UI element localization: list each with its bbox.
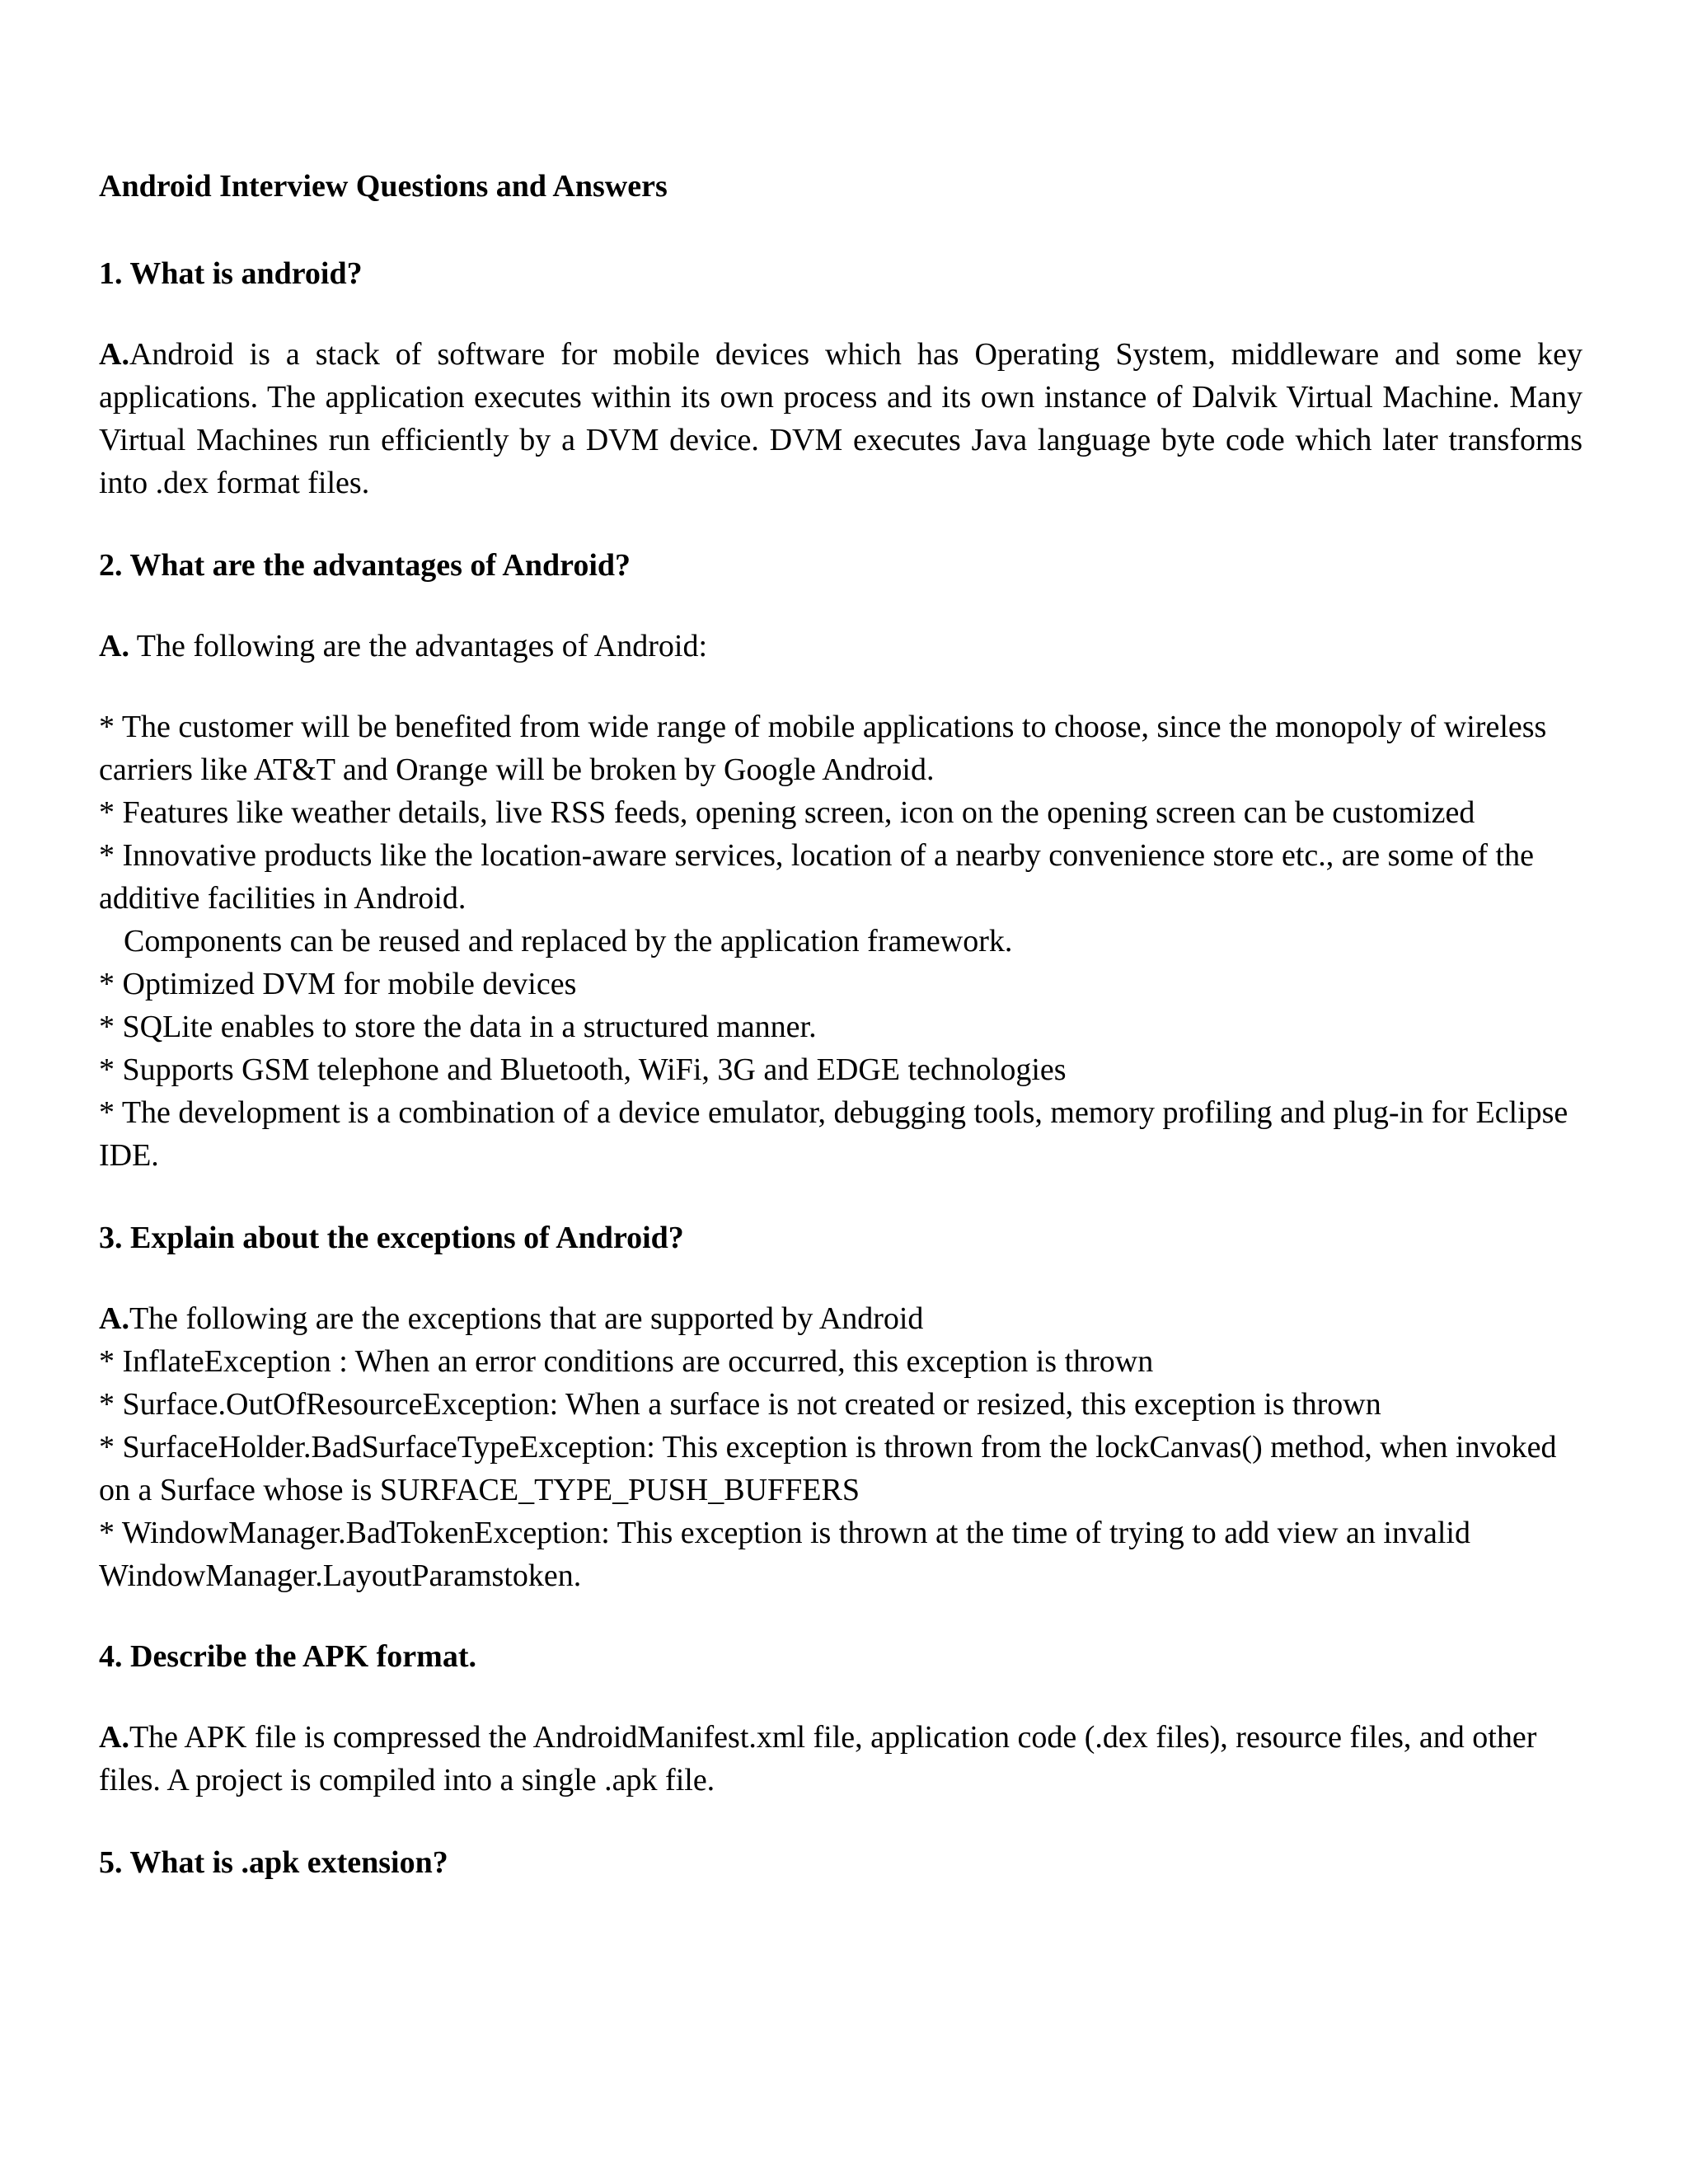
- question-3: 3. Explain about the exceptions of Android?: [99, 1221, 684, 1255]
- advantage-item: * Innovative products like the location-aware services, location of a nearby convenience store etc., are some of the additive facilities in Android.: [99, 838, 1534, 916]
- advantage-item: * Optimized DVM for mobile devices: [99, 967, 577, 1001]
- question-5: 5. What is .apk extension?: [99, 1845, 448, 1880]
- answer-3-intro: [99, 1297, 1582, 1340]
- document-page: [99, 0, 1582, 2184]
- document-title: Android Interview Questions and Answers: [99, 169, 668, 204]
- answer-1-text: Android is a stack of software for mobile devices which has Operating System, middleware and some key applications. The application executes within its own process and its own instance of Dalvik Virtual Machine. Many Virtual Machines run efficiently by a DVM device. DVM executes Java language byte code which later transforms into .dex format files.: [99, 337, 1582, 500]
- answer-4-label: A.: [99, 1720, 129, 1755]
- answer-2-intro-text: The following are the advantages of Android:: [129, 629, 708, 663]
- answer-4-text: The APK file is compressed the AndroidManifest.xml file, application code (.dex files), resource files, and other files. A project is compiled into a single .apk file.: [99, 1720, 1537, 1797]
- exception-item: * WindowManager.BadTokenException: This exception is thrown at the time of trying to add view an invalid WindowManager.LayoutParamstoken.: [99, 1516, 1470, 1593]
- answer-2-label: A.: [99, 629, 129, 663]
- advantage-item: * The customer will be benefited from wide range of mobile applications to choose, since the monopoly of wireless carriers like AT&T and Orange will be broken by Google Android.: [99, 710, 1547, 787]
- advantage-item: Components can be reused and replaced by the application framework.: [124, 924, 1013, 958]
- advantage-item: * The development is a combination of a device emulator, debugging tools, memory profiling and plug-in for Eclipse IDE.: [99, 1095, 1568, 1173]
- question-2: 2. What are the advantages of Android?: [99, 548, 631, 583]
- answer-1: [99, 333, 1582, 504]
- answer-3-intro-text: The following are the exceptions that are supported by Android: [129, 1301, 924, 1336]
- answer-1-label: A.: [99, 337, 129, 372]
- exception-item: * SurfaceHolder.BadSurfaceTypeException: This exception is thrown from the lockCanvas() method, when invoked on a Surface whose is SURFACE_TYPE_PUSH_BUFFERS: [99, 1430, 1557, 1507]
- advantage-item: * SQLite enables to store the data in a structured manner.: [99, 1010, 817, 1044]
- answer-2-intro: [99, 625, 1582, 668]
- advantage-item: * Features like weather details, live RSS feeds, opening screen, icon on the opening screen can be customized: [99, 795, 1475, 830]
- exception-item: * InflateException : When an error conditions are occurred, this exception is thrown: [99, 1344, 1154, 1379]
- exceptions-list: [99, 1297, 1582, 1597]
- answer-4: [99, 1716, 1582, 1802]
- exception-item: * Surface.OutOfResourceException: When a surface is not created or resized, this exception is thrown: [99, 1387, 1381, 1422]
- question-1: 1. What is android?: [99, 256, 363, 291]
- answer-3-label: A.: [99, 1301, 129, 1336]
- question-4: 4. Describe the APK format.: [99, 1639, 476, 1674]
- advantages-list: [99, 705, 1582, 1177]
- advantage-item: * Supports GSM telephone and Bluetooth, WiFi, 3G and EDGE technologies: [99, 1052, 1067, 1087]
